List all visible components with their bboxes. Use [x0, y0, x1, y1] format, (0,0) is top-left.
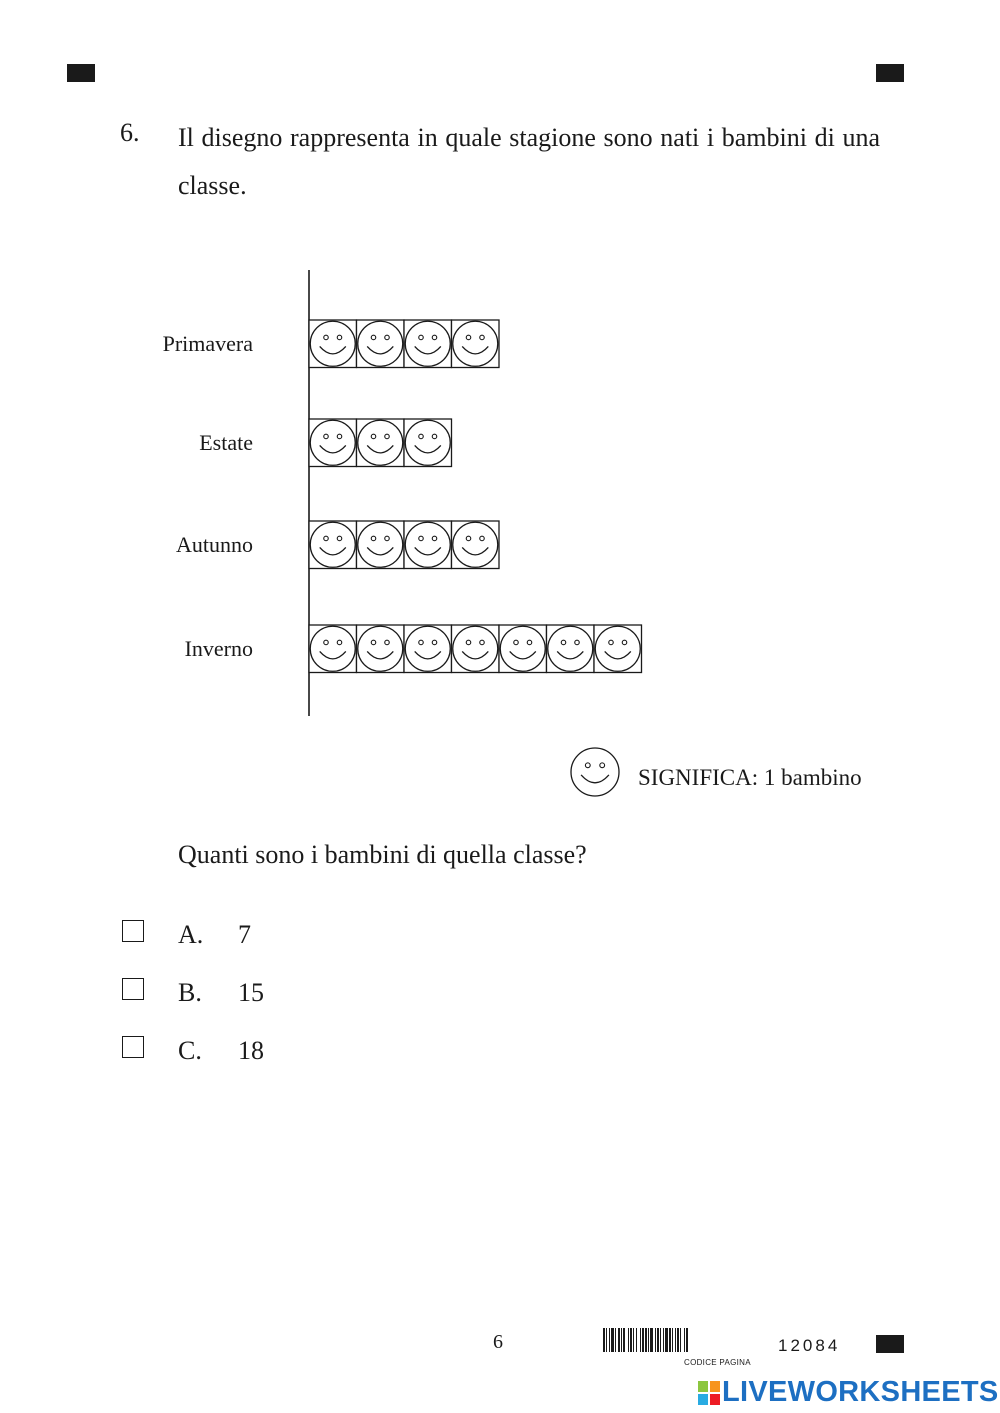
question-number: 6. — [120, 118, 140, 147]
smiley-icon — [594, 625, 642, 673]
smiley-icon — [404, 625, 452, 673]
option-c-checkbox[interactable] — [122, 1036, 144, 1058]
smiley-icon — [357, 625, 405, 673]
smiley-icon — [357, 521, 405, 569]
smiley-icon — [404, 320, 452, 368]
smiley-icon — [357, 419, 405, 467]
sub-question-text: Quanti sono i bambini di quella classe? — [178, 840, 587, 869]
liveworksheets-text: LIVEWORKSHEETS — [722, 1376, 999, 1408]
row-label-autunno: Autunno — [176, 532, 253, 557]
legend-text: SIGNIFICA: 1 bambino — [638, 765, 862, 790]
smiley-icon — [452, 320, 500, 368]
smiley-icon — [452, 521, 500, 569]
smiley-icon — [357, 320, 405, 368]
option-b-checkbox[interactable] — [122, 978, 144, 1000]
question-text: Il disegno rappresenta in quale stagione sono nati i bambini di una classe. — [178, 123, 880, 200]
option-a-value: 7 — [238, 920, 251, 949]
barcode-bar — [636, 1328, 637, 1352]
barcode-bar — [640, 1328, 641, 1352]
barcode-bar — [672, 1328, 673, 1352]
legend-smiley-icon — [571, 748, 619, 796]
barcode-bar — [618, 1328, 620, 1352]
option-b-letter: B. — [178, 978, 202, 1007]
barcode-bar — [630, 1328, 632, 1352]
option-c-letter: C. — [178, 1036, 202, 1065]
barcode-bar — [663, 1328, 664, 1352]
option-a-checkbox[interactable] — [122, 920, 144, 942]
page-number: 6 — [493, 1331, 503, 1353]
barcode-bar — [650, 1328, 653, 1352]
barcode-bar — [609, 1328, 610, 1352]
barcode-bar — [686, 1328, 688, 1352]
barcode — [603, 1328, 743, 1356]
page-code: 12084 — [778, 1336, 841, 1355]
barcode-bar — [606, 1328, 607, 1352]
option-c-value: 18 — [238, 1036, 264, 1065]
smiley-icon — [452, 625, 500, 673]
barcode-bar — [645, 1328, 647, 1352]
smiley-icon — [309, 320, 357, 368]
option-a-letter: A. — [178, 920, 204, 949]
liveworksheets-logo-icon — [698, 1381, 720, 1405]
barcode-bar — [660, 1328, 661, 1352]
barcode-bar — [675, 1328, 676, 1352]
barcode-bar — [665, 1328, 668, 1352]
barcode-bar — [648, 1328, 649, 1352]
barcode-bar — [677, 1328, 679, 1352]
barcode-bar — [621, 1328, 622, 1352]
smiley-icon — [404, 419, 452, 467]
smiley-icon — [404, 521, 452, 569]
barcode-bar — [684, 1328, 685, 1352]
corner-marker-bottom-right — [876, 1335, 904, 1353]
row-label-inverno: Inverno — [184, 636, 253, 661]
smiley-icon — [309, 521, 357, 569]
row-label-estate: Estate — [199, 430, 253, 455]
barcode-bar — [669, 1328, 671, 1352]
barcode-bar — [611, 1328, 614, 1352]
page-code-label: CODICE PAGINA — [684, 1358, 751, 1367]
barcode-bar — [628, 1328, 629, 1352]
barcode-bar — [603, 1328, 605, 1352]
barcode-bar — [623, 1328, 625, 1352]
option-b-value: 15 — [238, 978, 264, 1007]
barcode-bar — [642, 1328, 644, 1352]
smiley-icon — [309, 625, 357, 673]
barcode-bar — [615, 1328, 616, 1352]
smiley-icon — [309, 419, 357, 467]
smiley-icon — [499, 625, 547, 673]
barcode-bar — [680, 1328, 681, 1352]
smiley-icon — [547, 625, 595, 673]
barcode-bar — [633, 1328, 634, 1352]
barcode-bar — [655, 1328, 656, 1352]
row-label-primavera: Primavera — [162, 331, 253, 356]
barcode-bar — [657, 1328, 659, 1352]
